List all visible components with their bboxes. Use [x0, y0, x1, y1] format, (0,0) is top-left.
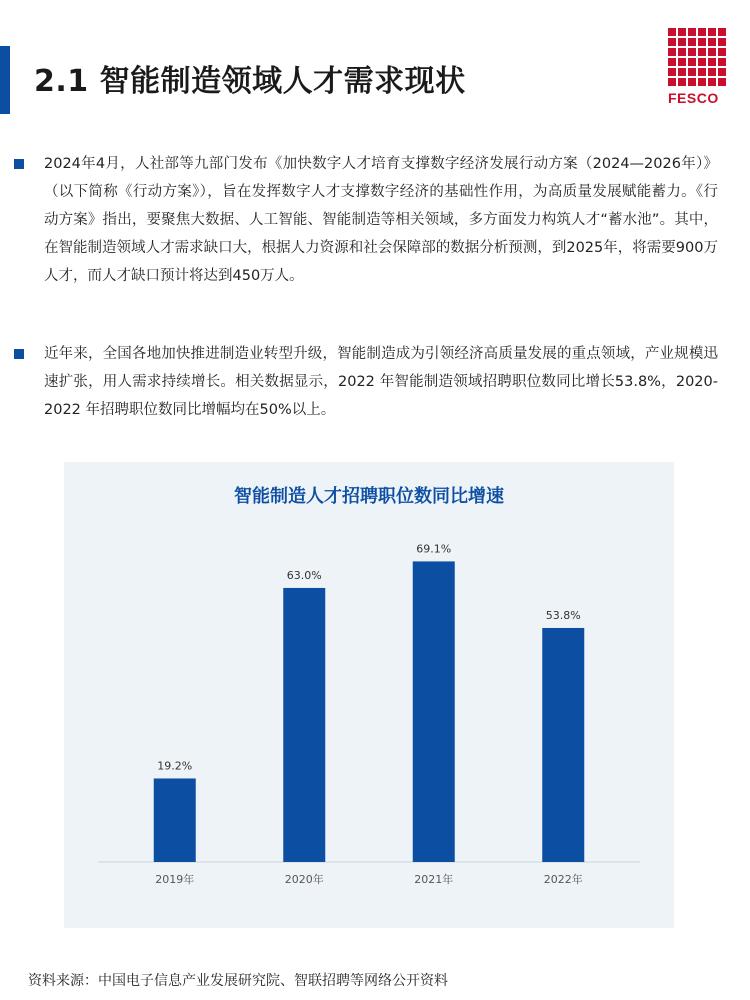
logo-square — [678, 28, 686, 36]
data-label-0: 19.2% — [157, 759, 193, 773]
chart-title: 智能制造人才招聘职位数同比增速 — [234, 486, 504, 507]
logo-square — [698, 58, 706, 66]
paragraph-text: 2024年4月，人社部等九部门发布《加快数字人才培育支撑数字经济发展行动方案（2024—2026年）》（以下简称《行动方案》），旨在发挥数字人才支撑数字经济的基础性作用，为高质量发展赋能蓄力。《行动方案》指出，要聚焦大数据、人工智能、智能制造等相关领域，多方面发力构筑人才“蓄水池”。其中，在智能制造领域人才需求缺口大，根据人力资源和社会保障部的数据分析预测，到2025年，将需要900万人才，而人才缺口预计将达到450万人。 — [44, 156, 718, 284]
logo-square — [668, 38, 676, 46]
title-accent-bar — [0, 46, 10, 114]
page-title: 2.1 智能制造领域人才需求现状 — [34, 64, 466, 99]
x-tick-label-0: 2019年 — [155, 873, 195, 886]
logo-square — [698, 28, 706, 36]
logo-square — [678, 78, 686, 86]
x-tick-label-2: 2021年 — [414, 873, 454, 886]
square-bullet-icon — [14, 349, 24, 359]
data-label-2: 69.1% — [416, 542, 452, 556]
logo-grid-icon — [668, 28, 726, 86]
logo-square — [708, 28, 716, 36]
logo-square — [718, 68, 726, 76]
logo-square — [688, 58, 696, 66]
logo-square — [708, 78, 716, 86]
logo-square — [698, 78, 706, 86]
logo-square — [718, 78, 726, 86]
x-tick-label-1: 2020年 — [284, 873, 324, 886]
bar-2 — [413, 561, 455, 862]
bar-0 — [154, 778, 196, 862]
bar-chart — [64, 462, 674, 928]
logo-square — [708, 38, 716, 46]
logo-square — [708, 48, 716, 56]
x-tick-label-3: 2022年 — [543, 873, 583, 886]
logo-square — [688, 78, 696, 86]
logo-square — [688, 38, 696, 46]
logo-square — [668, 78, 676, 86]
data-label-1: 63.0% — [286, 568, 322, 582]
logo-square — [718, 38, 726, 46]
logo-square — [668, 68, 676, 76]
logo-square — [688, 48, 696, 56]
logo-square — [678, 58, 686, 66]
logo-square — [668, 28, 676, 36]
logo-square — [718, 58, 726, 66]
logo-square — [698, 48, 706, 56]
paragraph-text: 近年来，全国各地加快推进制造业转型升级，智能制造成为引领经济高质量发展的重点领域，产业规模迅速扩张，用人需求持续增长。相关数据显示，2022 年智能制造领域招聘职位数同比增长53.8%，2020-2022 年招聘职位数同比增幅均在50%以上。 — [44, 346, 718, 418]
logo-square — [678, 68, 686, 76]
logo-square — [718, 48, 726, 56]
paragraph-1 — [14, 150, 718, 290]
logo-square — [688, 28, 696, 36]
data-label-3: 53.8% — [545, 608, 581, 622]
logo-square — [688, 68, 696, 76]
logo-square — [668, 48, 676, 56]
logo-square — [708, 58, 716, 66]
bar-3 — [542, 628, 584, 862]
logo-text: FESCO — [668, 90, 719, 106]
logo-square — [718, 28, 726, 36]
paragraph-2 — [14, 340, 718, 424]
logo-square — [708, 68, 716, 76]
square-bullet-icon — [14, 159, 24, 169]
logo-square — [678, 38, 686, 46]
fesco-logo — [668, 28, 728, 106]
logo-square — [668, 58, 676, 66]
bar-1 — [283, 588, 325, 862]
bar-chart-card — [64, 462, 674, 928]
source-note: 资料来源：中国电子信息产业发展研究院、智联招聘等网络公开资料 — [28, 973, 448, 989]
logo-square — [698, 38, 706, 46]
logo-square — [678, 48, 686, 56]
logo-square — [698, 68, 706, 76]
